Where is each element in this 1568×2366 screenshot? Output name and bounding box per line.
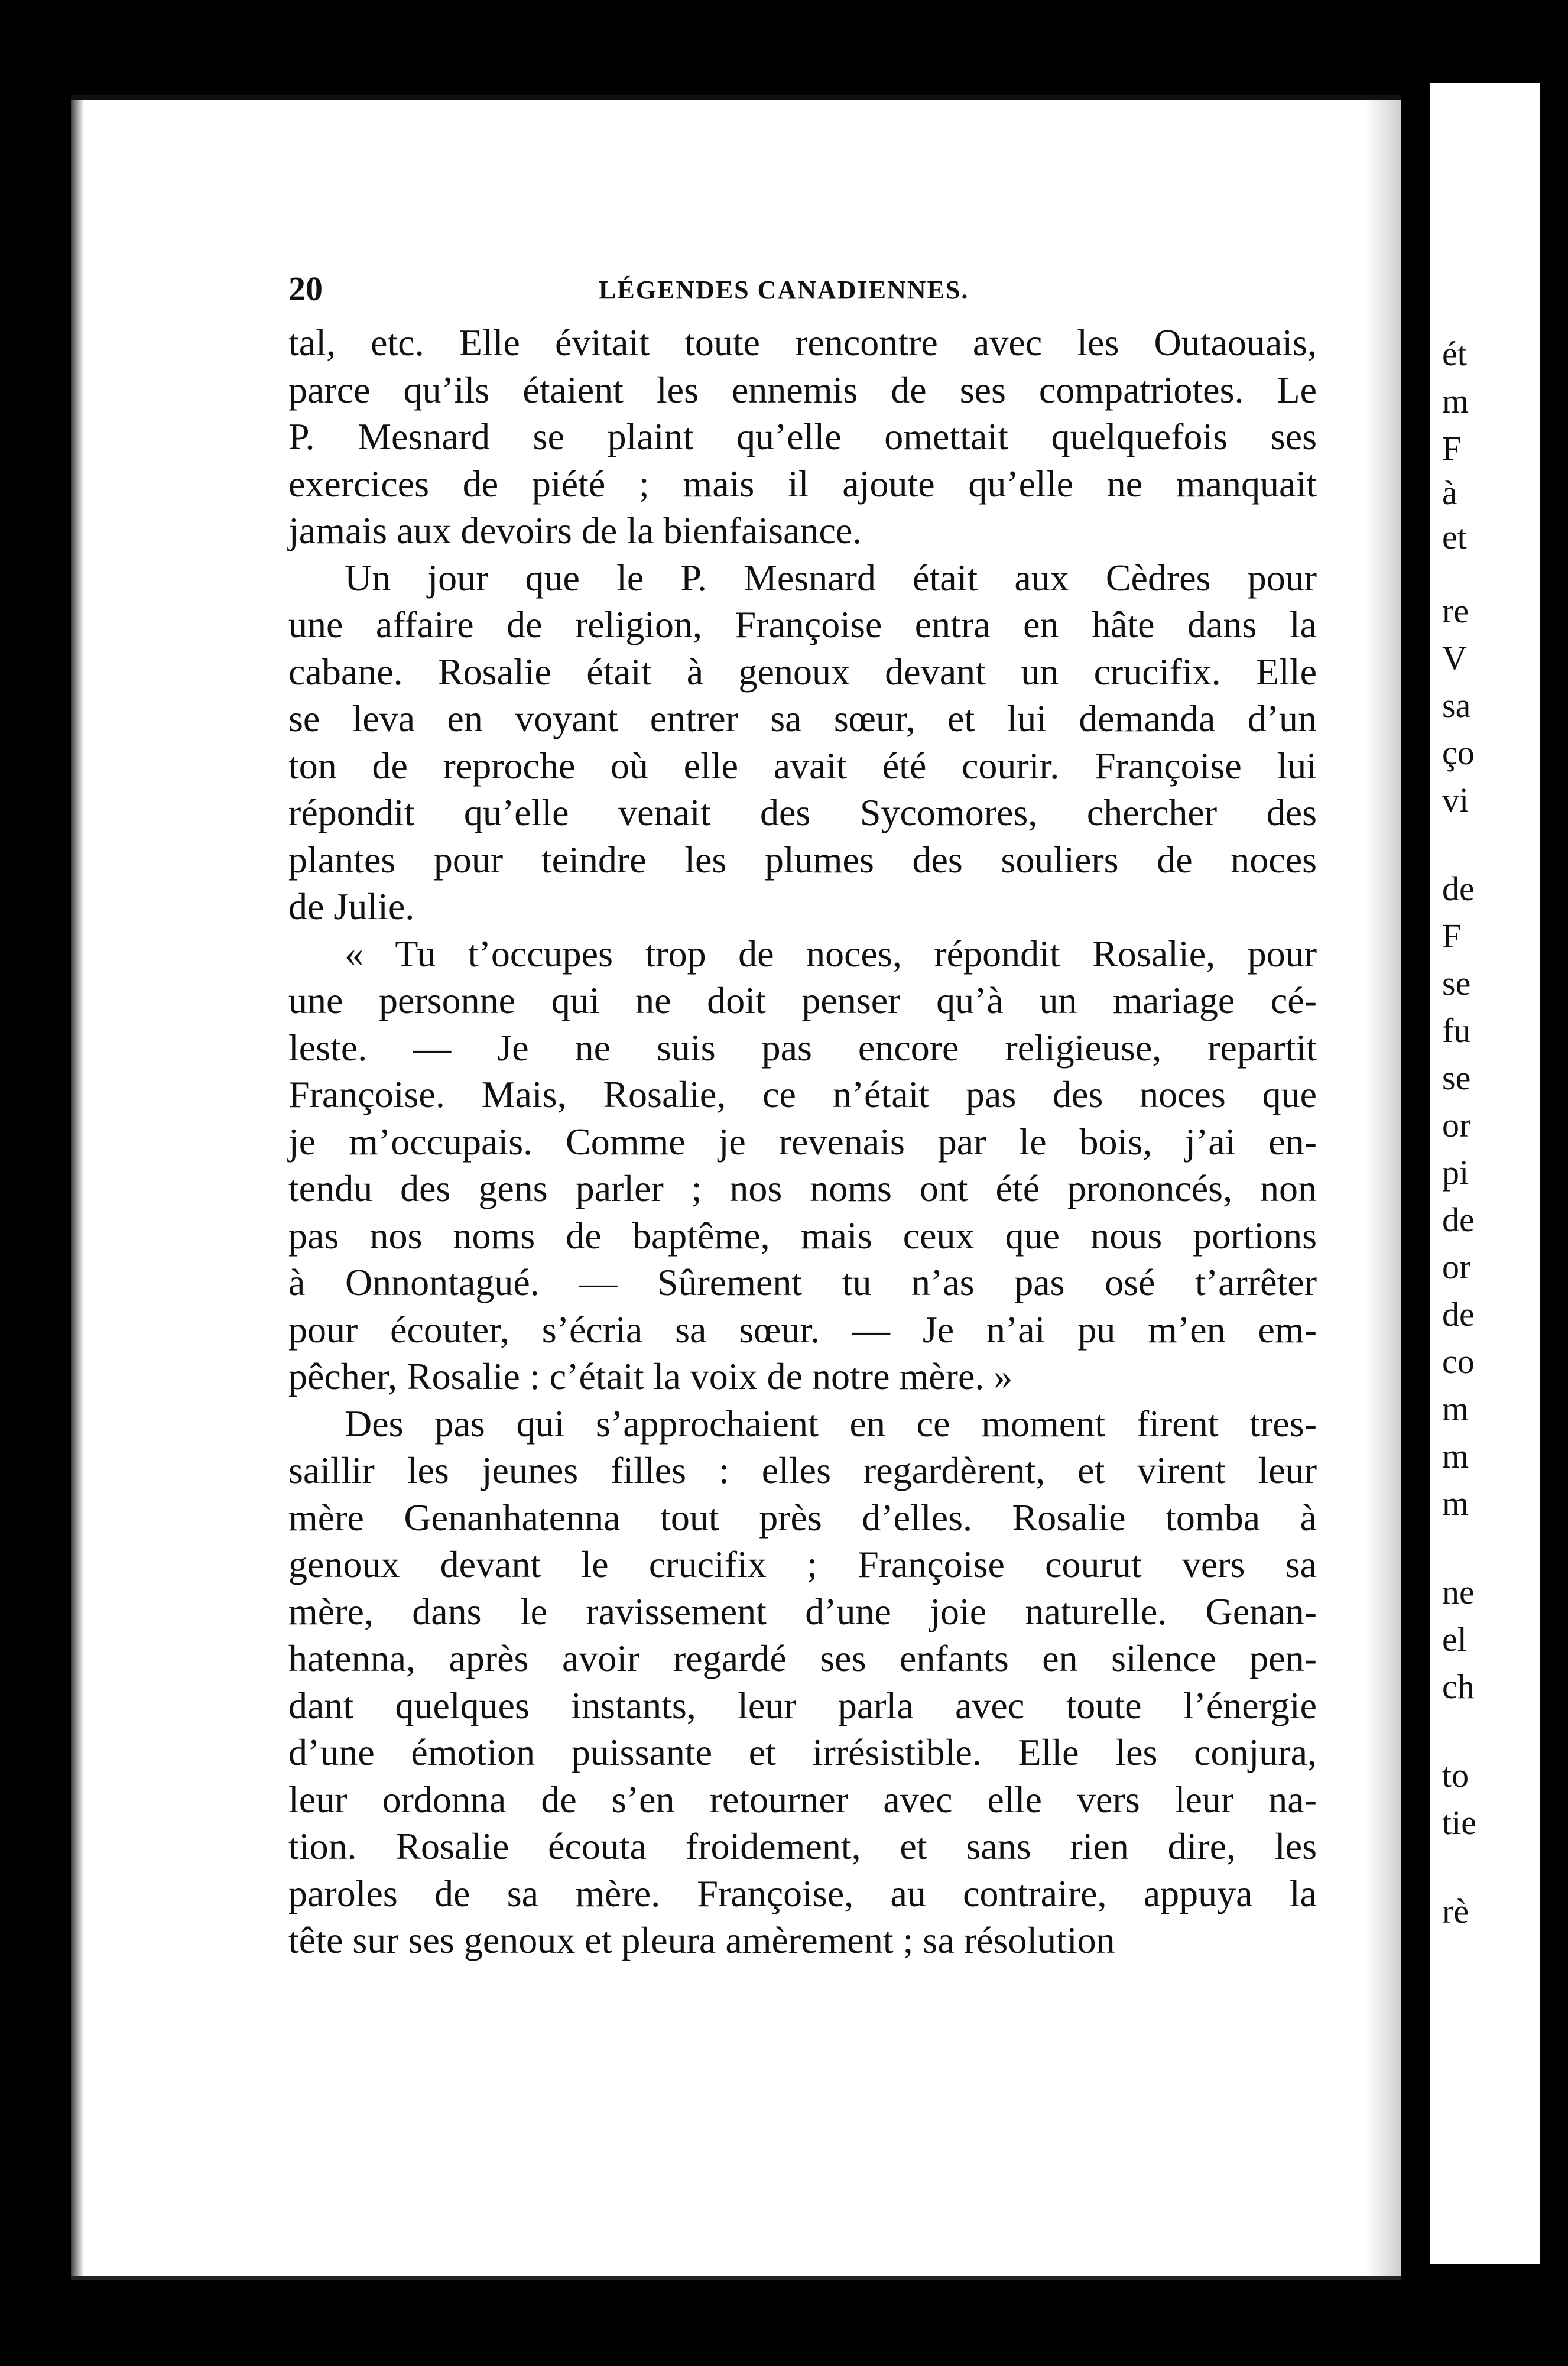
facing-page-fragment: rè bbox=[1442, 1892, 1469, 1930]
text-line: paroles de sa mère. Françoise, au contraire, appuya la bbox=[288, 1872, 1317, 1914]
facing-page-fragment: m bbox=[1442, 1390, 1469, 1428]
text-line: je m’occupais. Comme je revenais par le bois, j’ai en- bbox=[288, 1120, 1317, 1163]
facing-page-fragment: tie bbox=[1442, 1803, 1476, 1842]
facing-page-fragment: or bbox=[1442, 1106, 1471, 1144]
text-line: Françoise. Mais, Rosalie, ce n’était pas des noces que bbox=[288, 1073, 1317, 1115]
facing-page-fragment: de bbox=[1442, 1295, 1475, 1333]
facing-page-fragment: el bbox=[1442, 1620, 1467, 1659]
text-line: hatenna, après avoir regardé ses enfants en silence pen- bbox=[288, 1637, 1317, 1679]
text-line: dant quelques instants, leur parla avec toute l’énergie bbox=[288, 1684, 1317, 1726]
spine-shadow bbox=[1365, 100, 1401, 2276]
facing-page-fragment: pi bbox=[1442, 1153, 1469, 1192]
text-line: une personne qui ne doit penser qu’à un mariage cé- bbox=[288, 979, 1317, 1021]
facing-page-fragment: m bbox=[1442, 1437, 1469, 1475]
text-line: leste. — Je ne suis pas encore religieuse, repartit bbox=[288, 1026, 1317, 1069]
facing-page-fragment: à bbox=[1442, 473, 1457, 512]
facing-page-fragment: se bbox=[1442, 964, 1471, 1002]
facing-page-fragment: vi bbox=[1442, 781, 1469, 819]
text-line: Des pas qui s’approchaient en ce moment firent tres- bbox=[345, 1402, 1317, 1445]
facing-page-fragment: co bbox=[1442, 1342, 1475, 1381]
facing-page-fragment: ço bbox=[1442, 734, 1475, 772]
text-line: une affaire de religion, Françoise entra en hâte dans la bbox=[288, 603, 1317, 645]
text-line: pêcher, Rosalie : c’était la voix de notre mère. » bbox=[288, 1355, 1013, 1397]
text-line: plantes pour teindre les plumes des souliers de noces bbox=[288, 838, 1317, 881]
facing-page-fragment: sa bbox=[1442, 686, 1471, 725]
facing-page-fragment: de bbox=[1442, 1200, 1475, 1239]
facing-page-fragment: re bbox=[1442, 592, 1469, 630]
text-line: jamais aux devoirs de la bienfaisance. bbox=[288, 509, 862, 551]
text-line: tal, etc. Elle évitait toute rencontre avec les Outaouais, bbox=[288, 322, 1317, 363]
page-number: 20 bbox=[288, 270, 323, 308]
facing-page-edge bbox=[1430, 83, 1540, 2264]
text-line: répondit qu’elle venait des Sycomores, chercher des bbox=[288, 791, 1317, 833]
text-line: à Onnontagué. — Sûrement tu n’as pas osé t’arrêter bbox=[288, 1261, 1317, 1303]
text-line: mère, dans le ravissement d’une joie naturelle. Genan- bbox=[288, 1590, 1317, 1632]
text-line: tion. Rosalie écouta froidement, et sans rien dire, les bbox=[288, 1825, 1317, 1867]
facing-page-fragment: F bbox=[1442, 429, 1462, 468]
facing-page-fragment: ne bbox=[1442, 1573, 1475, 1611]
text-line: saillir les jeunes filles : elles regardèrent, et virent leur bbox=[288, 1449, 1317, 1491]
text-line: de Julie. bbox=[288, 885, 415, 927]
text-line: tendu des gens parler ; nos noms ont été prononcés, non bbox=[288, 1167, 1317, 1209]
text-line: Un jour que le P. Mesnard était aux Cèdres pour bbox=[345, 556, 1317, 599]
text-line: mère Genanhatenna tout près d’elles. Rosalie tomba à bbox=[288, 1496, 1317, 1539]
page-edge-shadow bbox=[71, 100, 84, 2276]
text-line: pour écouter, s’écria sa sœur. — Je n’ai pu m’en em- bbox=[288, 1308, 1317, 1351]
facing-page-fragment: ch bbox=[1442, 1667, 1475, 1706]
text-line: cabane. Rosalie était à genoux devant un crucifix. Elle bbox=[288, 650, 1317, 693]
facing-page-fragment: F bbox=[1442, 917, 1462, 955]
facing-page-fragment: de bbox=[1442, 869, 1475, 908]
facing-page-fragment: ét bbox=[1442, 335, 1467, 373]
text-line: pas nos noms de baptême, mais ceux que nous portions bbox=[288, 1214, 1317, 1257]
page-header bbox=[288, 269, 1317, 310]
facing-page-fragment: se bbox=[1442, 1059, 1471, 1097]
text-line: P. Mesnard se plaint qu’elle omettait quelquefois ses bbox=[288, 416, 1317, 457]
facing-page-fragment: to bbox=[1442, 1756, 1469, 1794]
text-line: ton de reproche où elle avait été courir. Françoise lui bbox=[288, 744, 1317, 787]
running-title: LÉGENDES CANADIENNES. bbox=[599, 275, 969, 304]
text-line: parce qu’ils étaient les ennemis de ses compatriotes. Le bbox=[288, 368, 1317, 411]
facing-page-fragment: V bbox=[1442, 639, 1467, 677]
facing-page-fragment: et bbox=[1442, 518, 1467, 556]
facing-page-fragment: m bbox=[1442, 1484, 1469, 1523]
facing-page-fragment: fu bbox=[1442, 1011, 1471, 1050]
body-text bbox=[288, 319, 1317, 1964]
text-line: leur ordonna de s’en retourner avec elle vers leur na- bbox=[288, 1778, 1317, 1820]
text-line: se leva en voyant entrer sa sœur, et lui demanda d’un bbox=[288, 697, 1317, 739]
text-line: tête sur ses genoux et pleura amèrement ; sa résolution bbox=[288, 1919, 1115, 1961]
text-line: genoux devant le crucifix ; Françoise courut vers sa bbox=[288, 1543, 1317, 1585]
text-line: d’une émotion puissante et irrésistible. Elle les conjura, bbox=[288, 1731, 1317, 1773]
facing-page-fragment: m bbox=[1442, 382, 1469, 420]
facing-page-fragment: or bbox=[1442, 1248, 1471, 1286]
text-line: exercices de piété ; mais il ajoute qu’elle ne manquait bbox=[288, 462, 1317, 505]
text-line: « Tu t’occupes trop de noces, répondit Rosalie, pour bbox=[345, 932, 1317, 975]
